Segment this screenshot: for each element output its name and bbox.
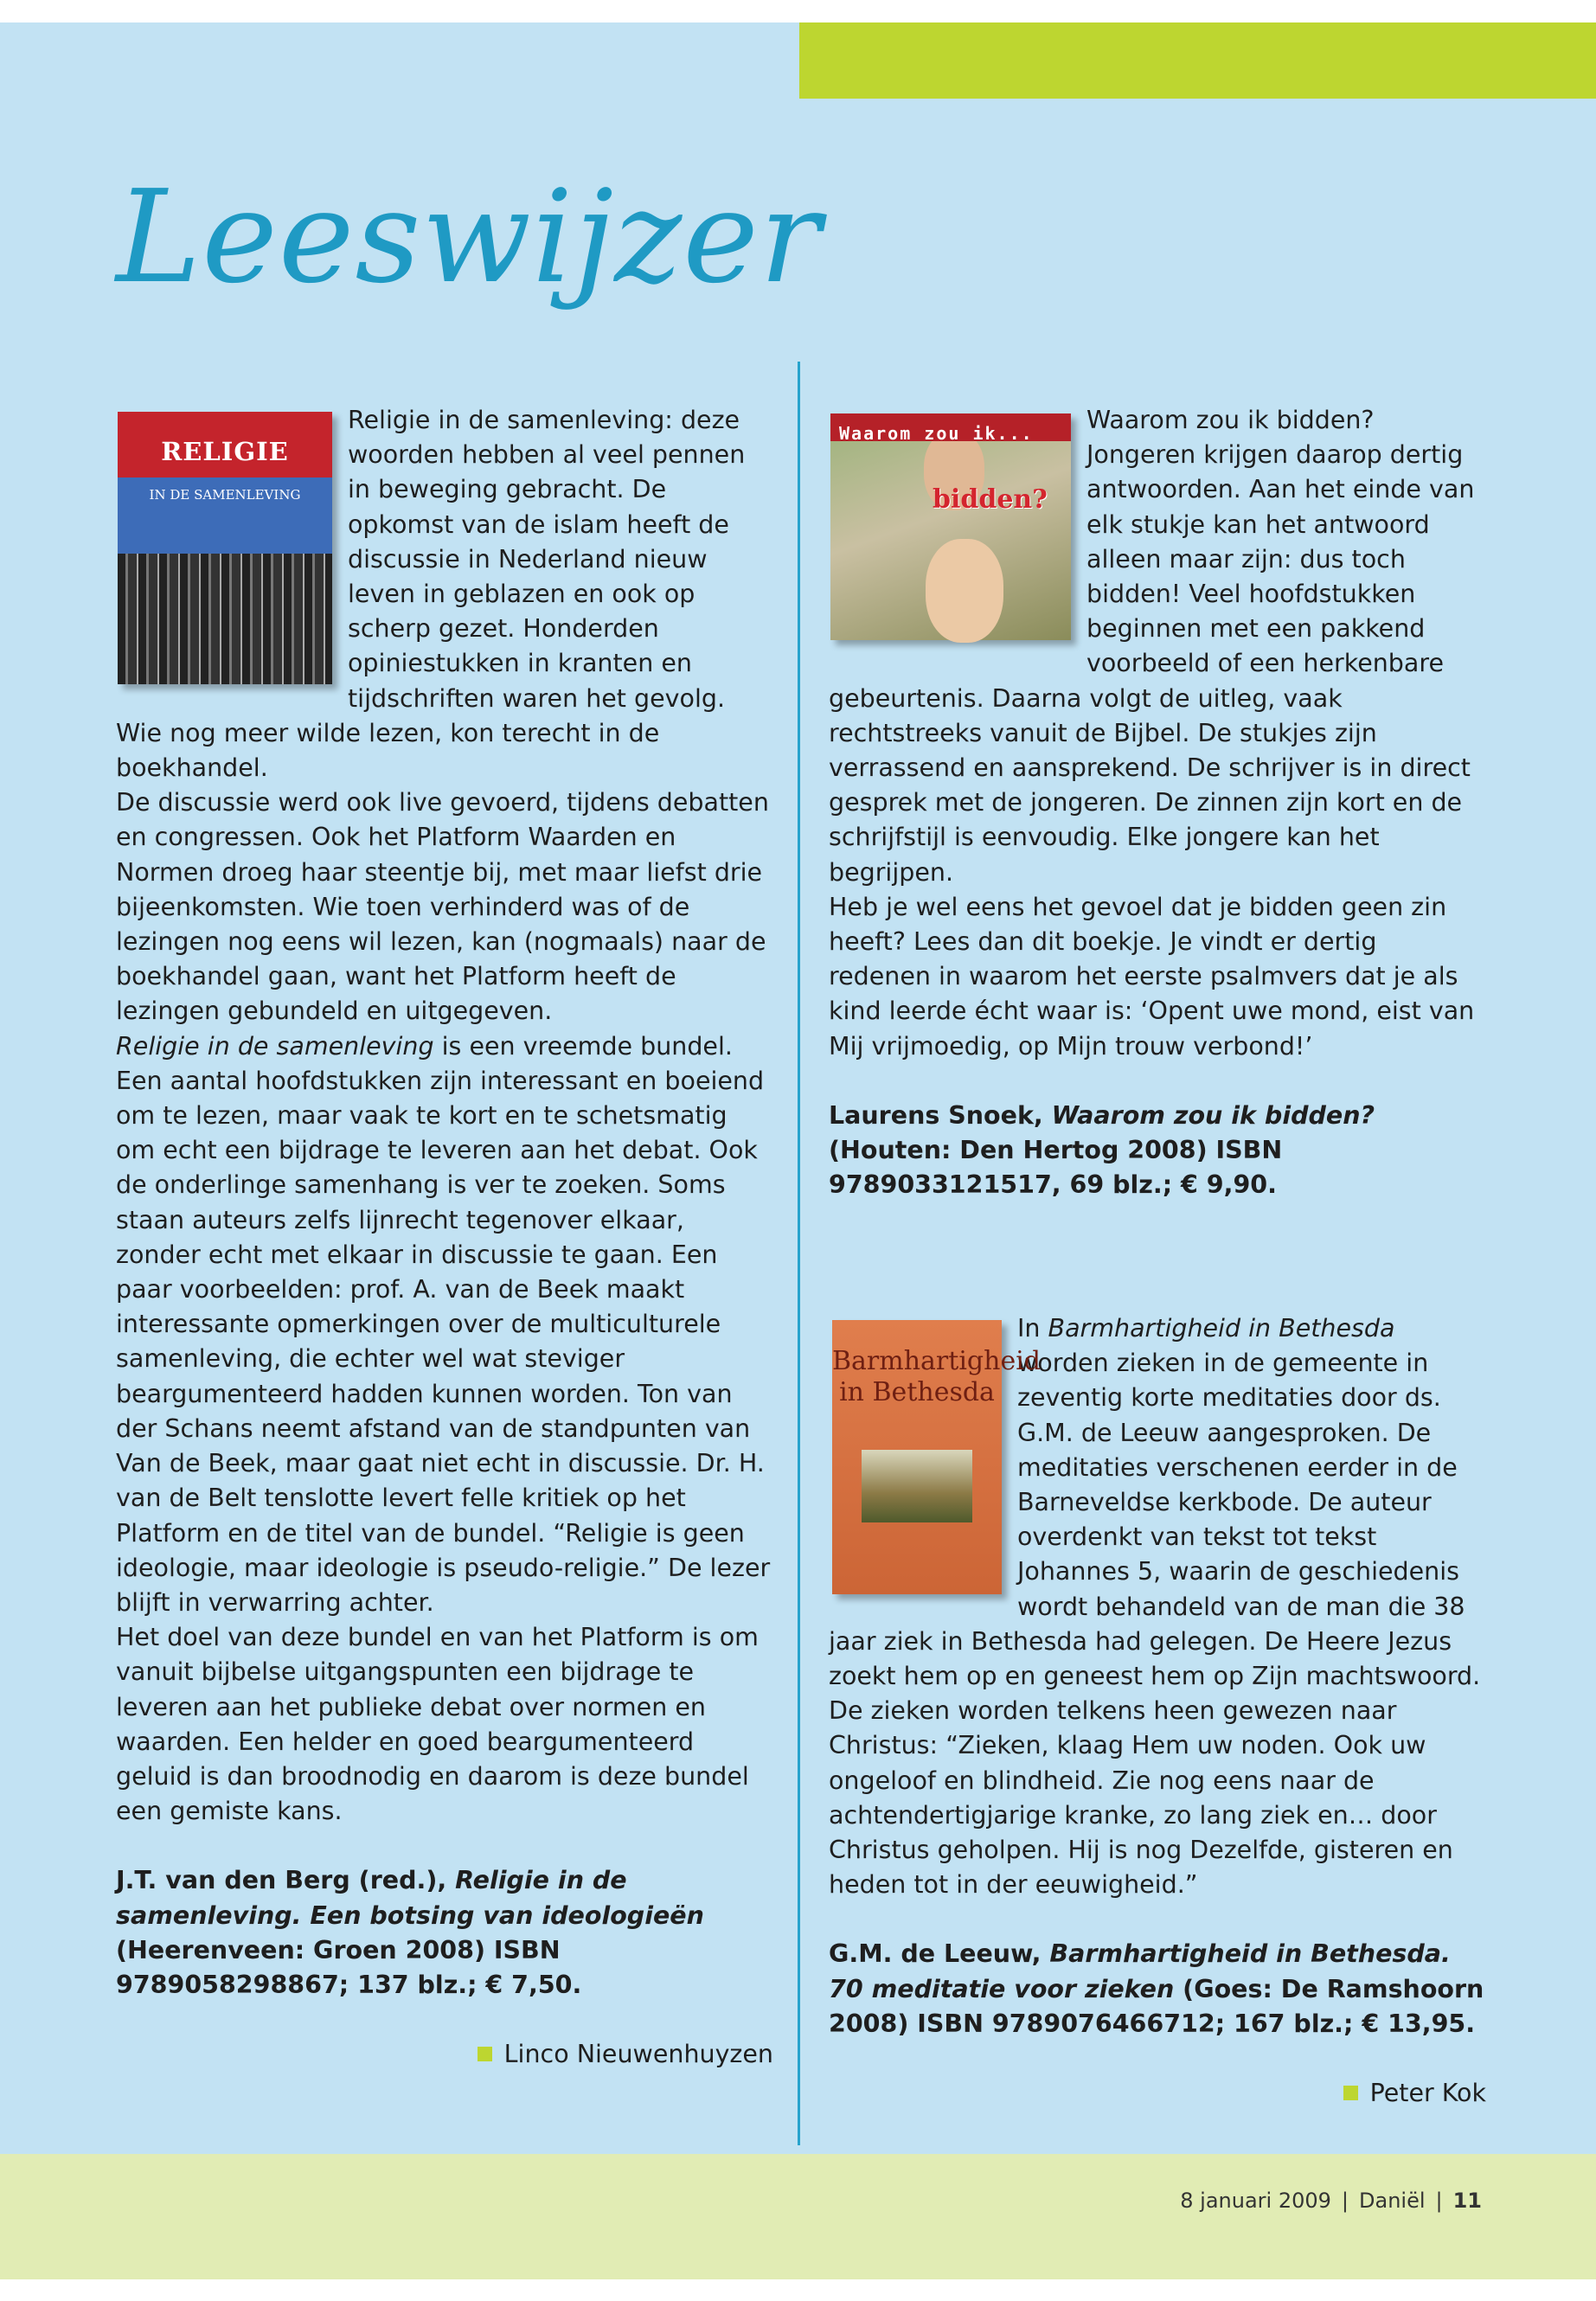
review-religie [116, 403, 773, 2072]
accent-tab [799, 22, 1596, 99]
paragraph: De discussie werd ook live gevoerd, tijdens debatten en congressen. Ook het Platform Waarden en Normen droeg haar steentje bij, met maar liefst drie bijeenkomsten. Wie toen verhinderd was of de lezingen nog eens wil lezen, kan (nogmaals) naar de boekhandel gaan, want het Platform heeft de lezingen gebundeld en uitgegeven. [116, 788, 769, 1026]
paragraph: Het doel van deze bundel en van het Platform is om vanuit bijbelse uitgangspunten een bijdrage te leveren aan het publieke debat over normen en waarden. Een helder en goed beargumenteerd geluid is dan broodnodig en daarom is deze bundel een gemiste kans. [116, 1623, 759, 1826]
page-number: 11 [1452, 2189, 1482, 2213]
review-bethesda [829, 1311, 1486, 2111]
page-footer: 8 januari 2009 | Daniël | 11 [1180, 2189, 1482, 2213]
reviewer-byline: Peter Kok [829, 2076, 1486, 2111]
paragraph: Religie in de samenleving: deze woorden hebben al veel pennen in beweging gebracht. De opkomst van de islam heeft de discussie in Nederland nieuw leven in geblazen en ook op scherp gezet. Honderden opiniestukken in kranten en tijdschriften waren het gevolg. Wie nog meer wilde lezen, kon terecht in de boekhandel. [116, 406, 746, 783]
reviewer-byline: Linco Nieuwenhuyzen [116, 2037, 773, 2072]
cover-title: Barmhartigheid [832, 1346, 1041, 1376]
review-bidden [829, 403, 1486, 1202]
cover-painting [862, 1450, 972, 1522]
square-bullet-icon [478, 2047, 492, 2061]
book-reference: G.M. de Leeuw, Barmhartigheid in Bethesda. 70 meditatie voor zieken (Goes: De Ramshoorn 2008) ISBN 9789076466712; 167 blz.; € 13,95. [829, 1939, 1484, 2038]
footer-band [0, 2154, 1596, 2279]
footer-magazine: Daniël [1359, 2189, 1426, 2213]
column-divider [798, 362, 800, 2145]
book-cover-bidden [830, 413, 1071, 640]
paragraph: Heb je wel eens het gevoel dat je bidden geen zin heeft? Lees dan dit boekje. Je vindt er dertig redenen in waarom het eerste psalmvers dat je als kind leerde écht waar is: ‘Opent uwe mond, eist van Mij vrijmoedig, op Mijn trouw verbond!’ [829, 892, 1475, 1061]
book-cover-religie [118, 412, 332, 684]
paragraph: Religie in de samenleving is een vreemde bundel. Een aantal hoofdstukken zijn interessant en boeiend om te lezen, maar vaak te kort en te schetsmatig om echt een bijdrage te leveren aan het debat. Ook de onderlinge samenhang is ver te zoeken. Soms staan auteurs zelfs lijnrecht tegenover elkaar, zonder echt met elkaar in discussie te gaan. Een paar voorbeelden: prof. A. van de Beek maakt interessante opmerkingen over de multiculturele samenleving, die echter wel wat steviger beargumenteerd hadden kunnen worden. Ton van der Schans neemt afstand van de standpunten van Van de Beek, maar gaat niet echt in discussie. Dr. H. van de Belt tenslotte levert felle kritiek op het Platform en de titel van de bundel. “Religie is geen ideologie, maar ideologie is pseudo-religie.” De lezer blijft in verwarring achter. [116, 1031, 771, 1617]
cover-subtitle: bidden? [933, 484, 1048, 515]
page-title: Leeswijzer [116, 163, 822, 311]
cover-photo [118, 554, 332, 684]
book-cover-bethesda [832, 1320, 1041, 1594]
square-bullet-icon [1343, 2086, 1358, 2100]
cover-title: Waarom zou ik... [839, 423, 1034, 444]
cover-subtitle: in Bethesda [839, 1377, 995, 1407]
book-title-inline: Barmhartigheid in Bethesda [1048, 1314, 1395, 1343]
paragraph: Waarom zou ik bidden? Jongeren krijgen daarop dertig antwoorden. Aan het einde van elk stukje kan het antwoord alleen maar zijn: dus toch bidden! Veel hoofdstukken beginnen met een pakkend voorbeeld of een herkenbare gebeurtenis. Daarna volgt de uitleg, vaak rechtstreeks vanuit de Bijbel. De stukjes zijn verrassend en aansprekend. De schrijver is in direct gesprek met de jongeren. De zinnen zijn kort en de schrijfstijl is eenvoudig. Elke jongere kan het begrijpen. [829, 406, 1475, 887]
book-reference: Laurens Snoek, Waarom zou ik bidden? (Houten: Den Hertog 2008) ISBN 9789033121517, 69 blz.; € 9,90. [829, 1100, 1375, 1200]
cover-subtitle: IN DE SAMENLEVING [149, 487, 301, 503]
paragraph: In Barmhartigheid in Bethesda worden zieken in de gemeente in zeventig korte meditaties door ds. G.M. de Leeuw aangesproken. De meditaties verschenen eerder in de Barneveldse kerkbode. De auteur overdenkt van tekst tot tekst Johannes 5, waarin de geschiedenis wordt behandeld van de man die 38 jaar ziek in Bethesda had gelegen. De Heere Jezus zoekt hem op en geneest hem op Zijn machtswoord. De zieken worden telkens heen gewezen naar Christus: “Zieken, klaag Hem uw noden. Ook uw ongeloof en blindheid. Zie nog eens naar de achtendertigjarige kranke, zo lang ziek en… door Christus geholpen. Hij is nog Dezelfde, gisteren en heden tot in der eeuwigheid.” [829, 1314, 1481, 1900]
footer-date: 8 januari 2009 [1180, 2189, 1331, 2213]
book-reference: J.T. van den Berg (red.), Religie in de samenleving. Een botsing van ideologieën (Heerenveen: Groen 2008) ISBN 9789058298867; 137 blz.; € 7,50. [116, 1866, 704, 1999]
book-title-inline: Religie in de samenleving [116, 1031, 434, 1061]
cover-title: RELIGIE [161, 437, 289, 466]
